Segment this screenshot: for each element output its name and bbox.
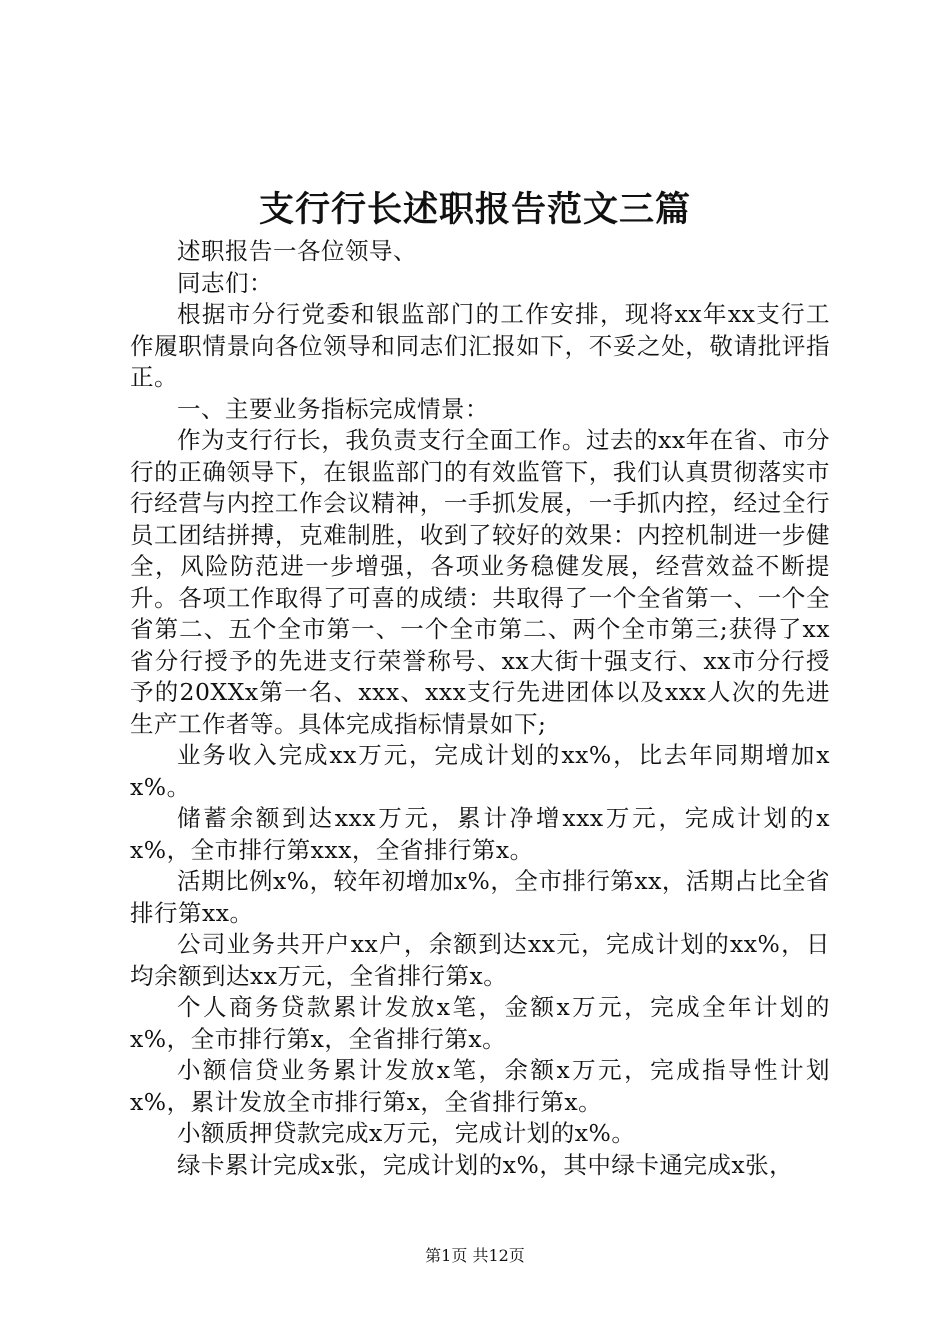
paragraph: 绿卡累计完成x张，完成计划的x%，其中绿卡通完成x张，	[177, 1150, 794, 1179]
paragraph: 小额信贷业务累计发放x笔，余额x万元，完成指导性计划x%，累计发放全市排行第x，全省排行第x。	[130, 1056, 830, 1116]
document-title: 支行行长述职报告范文三篇	[258, 189, 691, 230]
page-footer: 第1页 共12页	[425, 1246, 525, 1265]
paragraph: 根据市分行党委和银监部门的工作安排，现将xx年xx支行工作履职情景向各位领导和同志们汇报如下，不妥之处，敬请批评指正。	[130, 300, 830, 391]
document-body	[130, 236, 830, 1181]
paragraph: 个人商务贷款累计发放x笔，金额x万元，完成全年计划的x%，全市排行第x，全省排行第x。	[130, 993, 830, 1053]
paragraph: 一、主要业务指标完成情景：	[177, 394, 489, 423]
paragraph: 同志们：	[177, 268, 273, 297]
paragraph: 作为支行行长，我负责支行全面工作。过去的xx年在省、市分行的正确领导下，在银监部门的有效监管下，我们认真贯彻落实市行经营与内控工作会议精神，一手抓发展，一手抓内控，经过全行员工团结拼搏，克难制胜，收到了较好的效果：内控机制进一步健全，风险防范进一步增强，各项业务稳健发展，经营效益不断提升。各项工作取得了可喜的成绩：共取得了一个全省第一、一个全省第二、五个全市第一、一个全市第二、两个全市第三;获得了xx省分行授予的先进支行荣誉称号、xx大街十强支行、xx市分行授予的20XXx第一名、xxx、xxx支行先进团体以及xxx人次的先进生产工作者等。具体完成指标情景如下;	[130, 426, 830, 738]
paragraph: 小额质押贷款完成x万元，完成计划的x%。	[177, 1119, 636, 1147]
paragraph: 业务收入完成xx万元，完成计划的xx%，比去年同期增加xx%。	[130, 741, 830, 801]
paragraph: 活期比例x%，较年初增加x%，全市排行第xx，活期占比全省排行第xx。	[130, 867, 830, 927]
paragraph: 储蓄余额到达xxx万元，累计净增xxx万元，完成计划的xx%，全市排行第xxx，全省排行第x。	[130, 804, 830, 864]
paragraph: 公司业务共开户xx户，余额到达xx元，完成计划的xx%，日均余额到达xx万元，全省排行第x。	[130, 930, 830, 990]
paragraph: 述职报告一各位领导、	[177, 237, 417, 265]
